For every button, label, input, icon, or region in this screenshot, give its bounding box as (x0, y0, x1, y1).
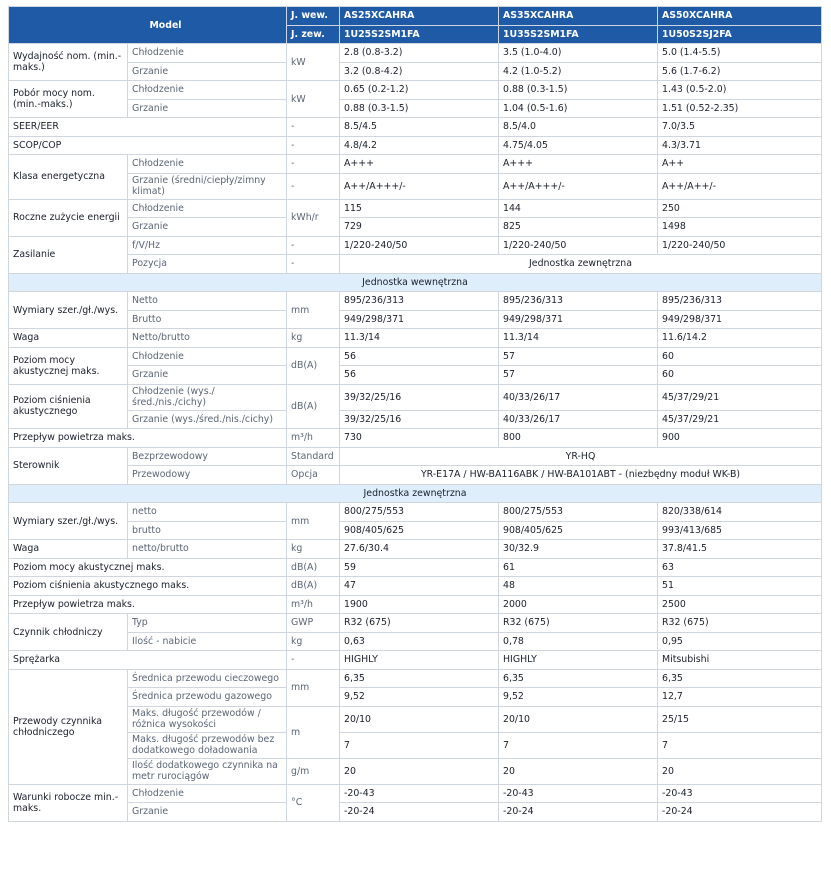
cell: 800/275/553 (340, 503, 499, 522)
indoor-unit-label: J. wew. (287, 7, 340, 26)
cell: 4.75/4.05 (499, 136, 658, 155)
row-unit: - (287, 651, 340, 670)
indoor-model-2: AS35XCAHRA (499, 7, 658, 26)
row-unit: kg (287, 632, 340, 651)
table-row (9, 614, 822, 633)
row-label: Poziom ciśnienia akustycznego maks. (9, 577, 287, 596)
table-row (9, 236, 822, 255)
cell: 9,52 (499, 688, 658, 707)
row-unit: kW (287, 44, 340, 81)
cell: 908/405/625 (499, 521, 658, 540)
row-sublabel: Ilość - nabicie (128, 632, 287, 651)
table-row (9, 329, 822, 348)
row-sublabel: Grzanie (128, 366, 287, 385)
row-sublabel: Grzanie (średni/ciepły/zimny klimat) (128, 173, 287, 199)
cell: 0.88 (0.3-1.5) (340, 99, 499, 118)
row-sublabel: Chłodzenie (128, 784, 287, 803)
row-sublabel: Chłodzenie (wys./śred./nis./cichy) (128, 384, 287, 410)
indoor-model-3: AS50XCAHRA (658, 7, 822, 26)
row-unit: dB(A) (287, 577, 340, 596)
section-header-indoor (9, 273, 822, 292)
row-sublabel: Ilość dodatkowego czynnika na metr rurociągów (128, 758, 287, 784)
cell: 8.5/4.5 (340, 118, 499, 137)
cell: 895/236/313 (499, 292, 658, 311)
row-unit: - (287, 173, 340, 199)
row-label: Sprężarka (9, 651, 287, 670)
cell: -20-43 (658, 784, 822, 803)
row-sublabel: Średnica przewodu gazowego (128, 688, 287, 707)
row-label: Waga (9, 329, 128, 348)
section-title: Jednostka wewnętrzna (9, 273, 822, 292)
cell: 1.43 (0.5-2.0) (658, 81, 822, 100)
row-unit: g/m (287, 758, 340, 784)
cell: 59 (340, 558, 499, 577)
cell: 45/37/29/21 (658, 384, 822, 410)
cell: R32 (675) (499, 614, 658, 633)
row-label: Przepływ powietrza maks. (9, 595, 287, 614)
row-label: Waga (9, 540, 128, 559)
row-sublabel: Przewodowy (128, 466, 287, 485)
cell: YR-E17A / HW-BA116ABK / HW-BA101ABT - (niezbędny moduł WK-B) (340, 466, 822, 485)
row-sublabel: Netto/brutto (128, 329, 287, 348)
row-sublabel: Grzanie (128, 62, 287, 81)
table-row (9, 732, 822, 758)
cell: 5.6 (1.7-6.2) (658, 62, 822, 81)
cell: 729 (340, 218, 499, 237)
row-sublabel: Grzanie (wys./śred./nis./cichy) (128, 410, 287, 429)
table-row (9, 99, 822, 118)
cell: 908/405/625 (340, 521, 499, 540)
row-sublabel: Grzanie (128, 803, 287, 822)
cell: 6,35 (499, 669, 658, 688)
cell: -20-24 (499, 803, 658, 822)
cell: -20-24 (658, 803, 822, 822)
cell: 63 (658, 558, 822, 577)
cell: 800/275/553 (499, 503, 658, 522)
row-unit: mm (287, 669, 340, 706)
row-label: Poziom mocy akustycznej maks. (9, 347, 128, 384)
row-unit: °C (287, 784, 340, 821)
cell: 2.8 (0.8-3.2) (340, 44, 499, 63)
row-sublabel: Grzanie (128, 99, 287, 118)
cell: 57 (499, 347, 658, 366)
row-label: Pobór mocy nom. (min.-maks.) (9, 81, 128, 118)
row-sublabel: Typ (128, 614, 287, 633)
table-row (9, 384, 822, 410)
cell: -20-24 (340, 803, 499, 822)
row-unit: m (287, 706, 340, 758)
table-row (9, 155, 822, 174)
row-unit: kW (287, 81, 340, 118)
section-header-outdoor (9, 484, 822, 503)
row-unit: - (287, 118, 340, 137)
table-row (9, 669, 822, 688)
cell: 20 (340, 758, 499, 784)
table-row (9, 632, 822, 651)
cell: A+++ (340, 155, 499, 174)
table-row (9, 347, 822, 366)
outdoor-model-2: 1U35S2SM1FA (499, 25, 658, 44)
cell: 27.6/30.4 (340, 540, 499, 559)
cell: 0,63 (340, 632, 499, 651)
cell: HIGHLY (499, 651, 658, 670)
cell: 0.65 (0.2-1.2) (340, 81, 499, 100)
table-row (9, 199, 822, 218)
cell: 250 (658, 199, 822, 218)
cell: Jednostka zewnętrzna (340, 255, 822, 274)
row-label: SEER/EER (9, 118, 287, 137)
table-row (9, 688, 822, 707)
table-row (9, 292, 822, 311)
cell: 48 (499, 577, 658, 596)
spec-table (8, 6, 822, 822)
table-row (9, 521, 822, 540)
row-sublabel: Grzanie (128, 218, 287, 237)
row-sublabel: Maks. długość przewodów / różnica wysokości (128, 706, 287, 732)
row-unit: mm (287, 292, 340, 329)
cell: 949/298/371 (340, 310, 499, 329)
row-unit: - (287, 136, 340, 155)
cell: 7.0/3.5 (658, 118, 822, 137)
row-label: Wymiary szer./gł./wys. (9, 503, 128, 540)
row-unit: - (287, 155, 340, 174)
cell: HIGHLY (340, 651, 499, 670)
cell: 820/338/614 (658, 503, 822, 522)
cell: A++/A++/- (658, 173, 822, 199)
cell: 6,35 (340, 669, 499, 688)
row-label: Wymiary szer./gł./wys. (9, 292, 128, 329)
cell: 5.0 (1.4-5.5) (658, 44, 822, 63)
table-row (9, 558, 822, 577)
cell: 40/33/26/17 (499, 384, 658, 410)
row-unit: kg (287, 540, 340, 559)
cell: 40/33/26/17 (499, 410, 658, 429)
cell: R32 (675) (658, 614, 822, 633)
table-row (9, 784, 822, 803)
row-sublabel: Pozycja (128, 255, 287, 274)
cell: 1.04 (0.5-1.6) (499, 99, 658, 118)
cell: 825 (499, 218, 658, 237)
outdoor-unit-label: J. zew. (287, 25, 340, 44)
row-sublabel: Maks. długość przewodów bez dodatkowego doładowania (128, 732, 287, 758)
table-row (9, 118, 822, 137)
cell: 1.51 (0.52-2.35) (658, 99, 822, 118)
row-label: Przepływ powietrza maks. (9, 429, 287, 448)
row-sublabel: Średnica przewodu cieczowego (128, 669, 287, 688)
cell: 8.5/4.0 (499, 118, 658, 137)
cell: 1900 (340, 595, 499, 614)
cell: 56 (340, 347, 499, 366)
cell: 37.8/41.5 (658, 540, 822, 559)
cell: 4.2 (1.0-5.2) (499, 62, 658, 81)
cell: 9,52 (340, 688, 499, 707)
table-row (9, 218, 822, 237)
row-sublabel: netto/brutto (128, 540, 287, 559)
cell: A+++ (499, 155, 658, 174)
row-unit: dB(A) (287, 384, 340, 429)
row-unit: m³/h (287, 429, 340, 448)
cell: 7 (499, 732, 658, 758)
cell: 61 (499, 558, 658, 577)
row-sublabel: Bezprzewodowy (128, 447, 287, 466)
row-sublabel: Brutto (128, 310, 287, 329)
row-label: Wydajność nom. (min.-maks.) (9, 44, 128, 81)
cell: 30/32.9 (499, 540, 658, 559)
cell: 7 (658, 732, 822, 758)
cell: 730 (340, 429, 499, 448)
row-sublabel: brutto (128, 521, 287, 540)
cell: 39/32/25/16 (340, 410, 499, 429)
row-label: Warunki robocze min.-maks. (9, 784, 128, 821)
cell: 51 (658, 577, 822, 596)
cell: 0,95 (658, 632, 822, 651)
row-label: Poziom ciśnienia akustycznego (9, 384, 128, 429)
cell: 56 (340, 366, 499, 385)
cell: 57 (499, 366, 658, 385)
row-unit: mm (287, 503, 340, 540)
cell: 20 (499, 758, 658, 784)
cell: 7 (340, 732, 499, 758)
cell: 144 (499, 199, 658, 218)
cell: -20-43 (340, 784, 499, 803)
table-row (9, 540, 822, 559)
row-label: Zasilanie (9, 236, 128, 273)
cell: 11.3/14 (499, 329, 658, 348)
cell: 0.88 (0.3-1.5) (499, 81, 658, 100)
table-row (9, 255, 822, 274)
row-label: Roczne zużycie energii (9, 199, 128, 236)
cell: 993/413/685 (658, 521, 822, 540)
cell: 39/32/25/16 (340, 384, 499, 410)
table-row (9, 81, 822, 100)
row-label: Czynnik chłodniczy (9, 614, 128, 651)
cell: 60 (658, 366, 822, 385)
table-row (9, 173, 822, 199)
cell: 11.6/14.2 (658, 329, 822, 348)
table-row (9, 466, 822, 485)
table-row (9, 803, 822, 822)
cell: 20 (658, 758, 822, 784)
row-unit: Standard (287, 447, 340, 466)
row-label: SCOP/COP (9, 136, 287, 155)
cell: 949/298/371 (499, 310, 658, 329)
row-sublabel: Chłodzenie (128, 81, 287, 100)
cell: 20/10 (340, 706, 499, 732)
cell: 20/10 (499, 706, 658, 732)
cell: 895/236/313 (340, 292, 499, 311)
table-row (9, 62, 822, 81)
table-row (9, 706, 822, 732)
row-sublabel: f/V/Hz (128, 236, 287, 255)
cell: 4.8/4.2 (340, 136, 499, 155)
table-row (9, 410, 822, 429)
table-row (9, 503, 822, 522)
cell: 2000 (499, 595, 658, 614)
row-unit: Opcja (287, 466, 340, 485)
cell: 895/236/313 (658, 292, 822, 311)
cell: 11.3/14 (340, 329, 499, 348)
cell: A++ (658, 155, 822, 174)
row-unit: m³/h (287, 595, 340, 614)
table-row (9, 651, 822, 670)
cell: 45/37/29/21 (658, 410, 822, 429)
cell: -20-43 (499, 784, 658, 803)
outdoor-model-1: 1U25S2SM1FA (340, 25, 499, 44)
row-sublabel: Netto (128, 292, 287, 311)
row-label: Przewody czynnika chłodniczego (9, 669, 128, 784)
row-unit: dB(A) (287, 347, 340, 384)
table-row (9, 447, 822, 466)
cell: A++/A+++/- (340, 173, 499, 199)
table-row (9, 44, 822, 63)
cell: 25/15 (658, 706, 822, 732)
cell: 6,35 (658, 669, 822, 688)
cell: A++/A+++/- (499, 173, 658, 199)
row-unit: GWP (287, 614, 340, 633)
cell: R32 (675) (340, 614, 499, 633)
row-unit: kWh/r (287, 199, 340, 236)
row-sublabel: Chłodzenie (128, 199, 287, 218)
outdoor-model-3: 1U50S2SJ2FA (658, 25, 822, 44)
cell: Mitsubishi (658, 651, 822, 670)
cell: 1/220-240/50 (658, 236, 822, 255)
cell: 0,78 (499, 632, 658, 651)
cell: 12,7 (658, 688, 822, 707)
row-unit: - (287, 255, 340, 274)
row-sublabel: netto (128, 503, 287, 522)
row-label: Klasa energetyczna (9, 155, 128, 200)
table-row (9, 310, 822, 329)
section-title: Jednostka zewnętrzna (9, 484, 822, 503)
row-label: Poziom mocy akustycznej maks. (9, 558, 287, 577)
cell: 47 (340, 577, 499, 596)
cell: 3.5 (1.0-4.0) (499, 44, 658, 63)
model-header: Model (9, 7, 287, 44)
cell: 949/298/371 (658, 310, 822, 329)
cell: 60 (658, 347, 822, 366)
cell: 2500 (658, 595, 822, 614)
row-unit: kg (287, 329, 340, 348)
row-unit: dB(A) (287, 558, 340, 577)
cell: YR-HQ (340, 447, 822, 466)
cell: 1/220-240/50 (499, 236, 658, 255)
cell: 900 (658, 429, 822, 448)
table-row (9, 758, 822, 784)
cell: 3.2 (0.8-4.2) (340, 62, 499, 81)
cell: 4.3/3.71 (658, 136, 822, 155)
row-unit: - (287, 236, 340, 255)
cell: 1/220-240/50 (340, 236, 499, 255)
table-row (9, 366, 822, 385)
indoor-model-1: AS25XCAHRA (340, 7, 499, 26)
row-sublabel: Chłodzenie (128, 155, 287, 174)
row-sublabel: Chłodzenie (128, 347, 287, 366)
table-row (9, 577, 822, 596)
cell: 1498 (658, 218, 822, 237)
table-row (9, 429, 822, 448)
row-label: Sterownik (9, 447, 128, 484)
table-row (9, 136, 822, 155)
table-row (9, 595, 822, 614)
row-sublabel: Chłodzenie (128, 44, 287, 63)
cell: 800 (499, 429, 658, 448)
cell: 115 (340, 199, 499, 218)
